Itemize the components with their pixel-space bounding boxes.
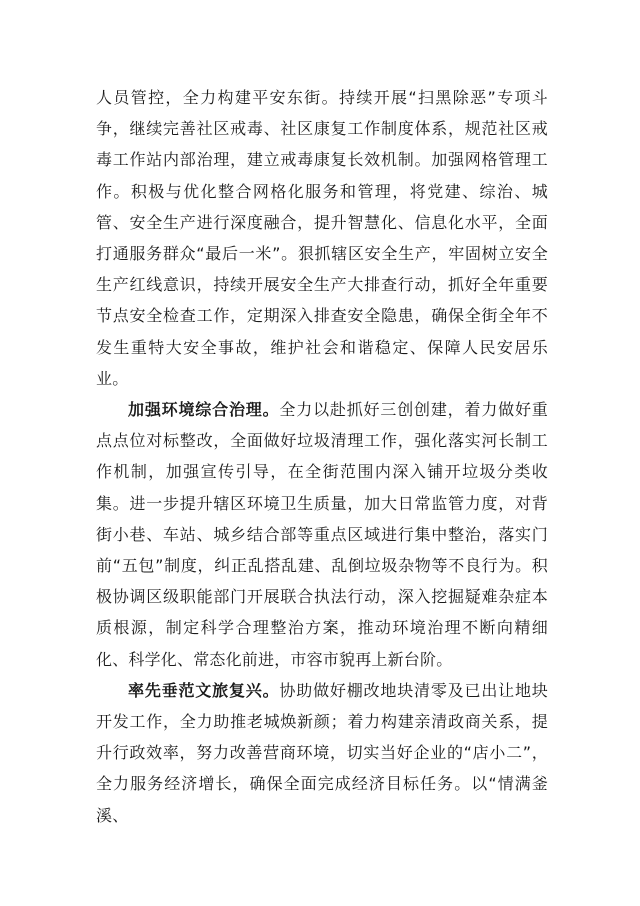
paragraph-heading: 加强环境综合治理。 xyxy=(128,400,280,420)
paragraph-text: 全力以赴抓好三创创建，着力做好重点点位对标整改，全面做好垃圾清理工作，强化落实河长制工作机制，加强宣传引导，在全街范围内深入铺开垃圾分类收集。进一步提升辖区环境卫生质量，加大日常监管力度，对背街小巷、车站、城乡结合部等重点区域进行集中整治，落实门前“五包”制度，纠正乱搭乱建、乱倒垃圾杂物等不良行为。积极协调区级职能部门开展联合执法行动，深入挖掘疑难杂症本质根源，制定科学合理整治方案，推动环境治理不断向精细化、科学化、常态化前进，市容市貌再上新台阶。 xyxy=(96,400,548,669)
paragraph-public-security xyxy=(96,82,548,394)
paragraph-environment xyxy=(96,394,548,675)
paragraph-text: 协助做好棚改地块清零及已出让地块开发工作，全力助推老城焕新颜；着力构建亲清政商关系，提升行政效率，努力改善营商环境，切实当好企业的“店小二”，全力服务经济增长，确保全面完成经济目标任务。以“情满釜溪、 xyxy=(96,680,548,825)
document-body xyxy=(96,82,548,831)
paragraph-culture-tourism xyxy=(96,675,548,831)
paragraph-text: 人员管控，全力构建平安东街。持续开展“扫黑除恶”专项斗争，继续完善社区戒毒、社区康复工作制度体系，规范社区戒毒工作站内部治理，建立戒毒康复长效机制。加强网格管理工作。积极与优化整合网格化服务和管理，将党建、综治、城管、安全生产进行深度融合，提升智慧化、信息化水平，全面打通服务群众“最后一米”。狠抓辖区安全生产，牢固树立安全生产红线意识，持续开展安全生产大排查行动，抓好全年重要节点安全检查工作，定期深入排查安全隐患，确保全街全年不发生重特大安全事故，维护社会和谐稳定、保障人民安居乐业。 xyxy=(96,88,548,388)
paragraph-heading: 率先垂范文旅复兴。 xyxy=(128,680,280,700)
